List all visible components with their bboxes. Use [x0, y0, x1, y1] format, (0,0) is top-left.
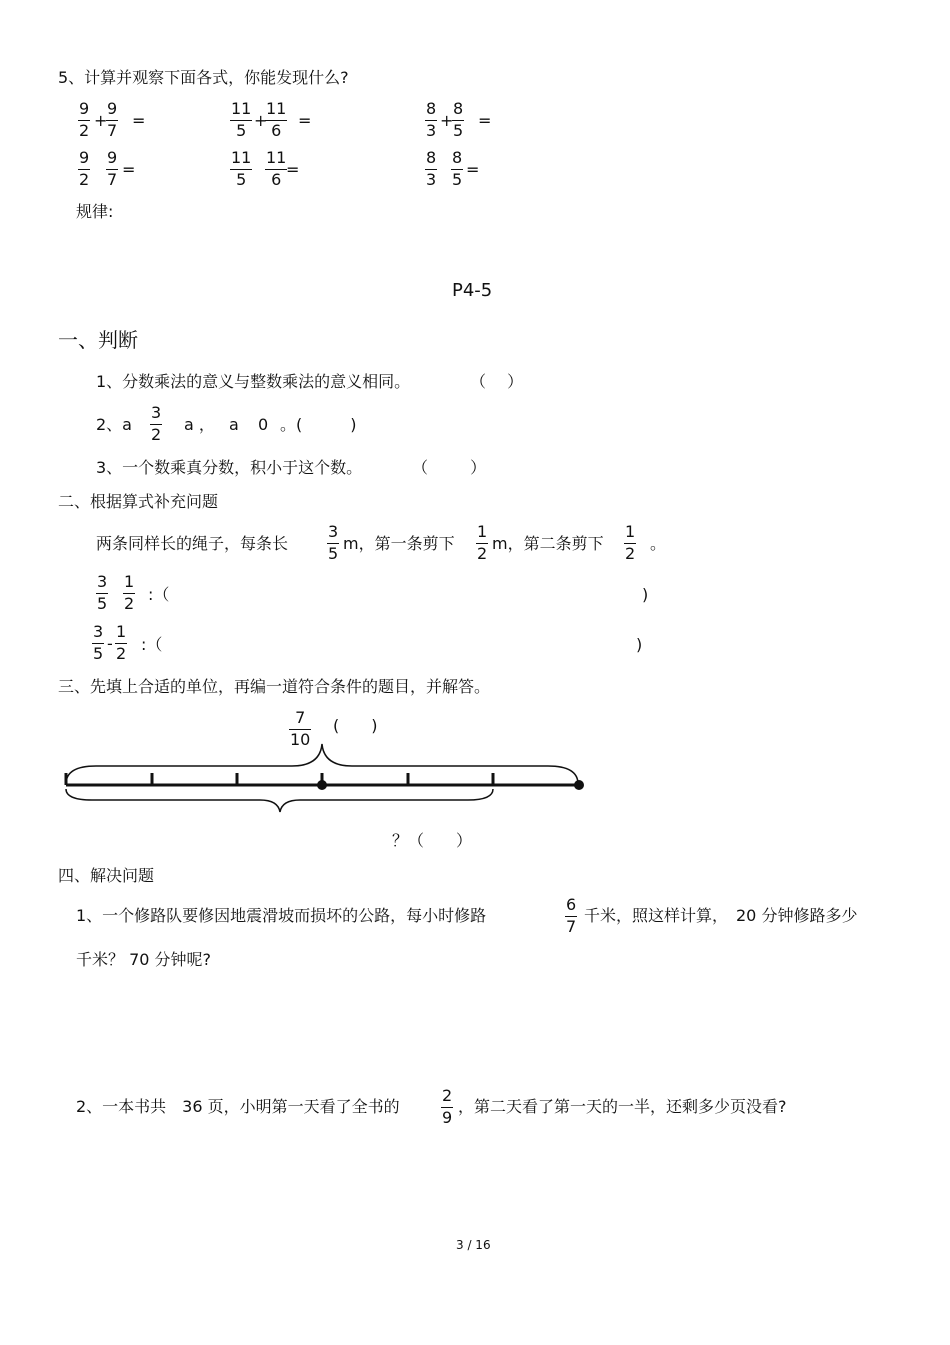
fraction: 8 5	[452, 148, 463, 189]
fraction: 3 2	[151, 403, 162, 444]
problem-1-text: 1、一个修路队要修因地震滑坡而损坏的公路，每小时修路	[76, 906, 487, 925]
fraction: 1 2	[116, 622, 127, 663]
equals-sign: =	[298, 111, 312, 130]
question-open-paren[interactable]: :（	[141, 635, 163, 654]
fraction: 11 5	[231, 148, 252, 189]
page-number: 3 / 16	[456, 1238, 491, 1252]
operator: +	[254, 111, 268, 130]
stem-text: 两条同样长的绳子，每条长	[96, 534, 289, 553]
answer-paren[interactable]: （ ）	[470, 372, 524, 391]
operator: +	[440, 111, 454, 130]
equals-sign: =	[466, 160, 480, 179]
equals-sign: =	[478, 111, 492, 130]
judge-item-2-mid: a ，	[184, 415, 215, 434]
section3-title: 三、先填上合适的单位，再编一道符合条件的题目，并解答。	[58, 677, 491, 696]
fraction: 1 2	[477, 522, 488, 563]
fraction: 8 5	[453, 99, 464, 140]
judge-item-3: 3、一个数乘真分数，积小于这个数。	[96, 458, 363, 477]
problem-2-text: ，第二天看了第一天的一半，还剩多少页没看?	[458, 1097, 787, 1116]
equals-sign: =	[286, 160, 300, 179]
fraction: 3 5	[328, 522, 339, 563]
equals-sign: =	[132, 111, 146, 130]
fraction: 11 6	[266, 148, 287, 189]
fraction: 1 2	[625, 522, 636, 563]
question-close-paren: )	[636, 635, 643, 654]
question-close-paren: )	[642, 585, 649, 604]
fraction: 11 5	[231, 99, 252, 140]
diagram-bottom-label[interactable]: ？（ ）	[392, 831, 473, 850]
fraction: 9 2	[79, 99, 90, 140]
fraction: 9 7	[107, 99, 118, 140]
judge-item-2-prefix: 2、a	[96, 415, 132, 434]
operator: -	[107, 634, 113, 653]
question-open-paren[interactable]: :（	[148, 585, 170, 604]
fraction: 9 2	[79, 148, 90, 189]
fraction: 11 6	[266, 99, 287, 140]
lower-brace	[66, 789, 493, 812]
operator: +	[94, 111, 108, 130]
fraction: 6 7	[566, 895, 577, 936]
problem-1-text: 千米？ 70 分钟呢?	[76, 950, 212, 969]
judge-item-2-zero: 0	[258, 415, 269, 434]
end-point	[574, 780, 584, 790]
judge-item-2-var: a	[229, 415, 239, 434]
fraction: 8 3	[426, 148, 437, 189]
diagram-top-fraction: 7 10	[290, 708, 311, 749]
stem-text: m，第二条剪下	[492, 534, 604, 553]
fraction: 3 5	[97, 572, 108, 613]
diagram-top-answer-paren[interactable]: ( )	[333, 716, 378, 735]
section4-title: 四、解决问题	[58, 866, 155, 885]
rule-label: 规律:	[76, 202, 114, 221]
answer-paren[interactable]: 。( )	[280, 415, 357, 434]
fraction: 8 3	[426, 99, 437, 140]
problem-1-text: 千米，照这样计算， 20 分钟修路多少	[584, 906, 858, 925]
section2-title: 二、根据算式补充问题	[58, 492, 219, 511]
equals-sign: =	[122, 160, 136, 179]
fraction: 3 5	[93, 622, 104, 663]
mid-point	[317, 780, 327, 790]
section1-title: 一、判断	[58, 328, 138, 352]
judge-item-1: 1、分数乘法的意义与整数乘法的意义相同。	[96, 372, 411, 391]
answer-paren[interactable]: （ ）	[412, 458, 487, 477]
stem-text: 。	[650, 534, 667, 553]
fraction: 2 9	[442, 1086, 453, 1127]
page-header: P4-5	[452, 280, 493, 301]
q5-title: 5、计算并观察下面各式，你能发现什么?	[58, 68, 349, 87]
problem-2-text: 2、一本书共 36 页，小明第一天看了全书的	[76, 1097, 400, 1116]
stem-text: m，第一条剪下	[343, 534, 455, 553]
fraction: 1 2	[124, 572, 135, 613]
fraction: 9 7	[107, 148, 118, 189]
